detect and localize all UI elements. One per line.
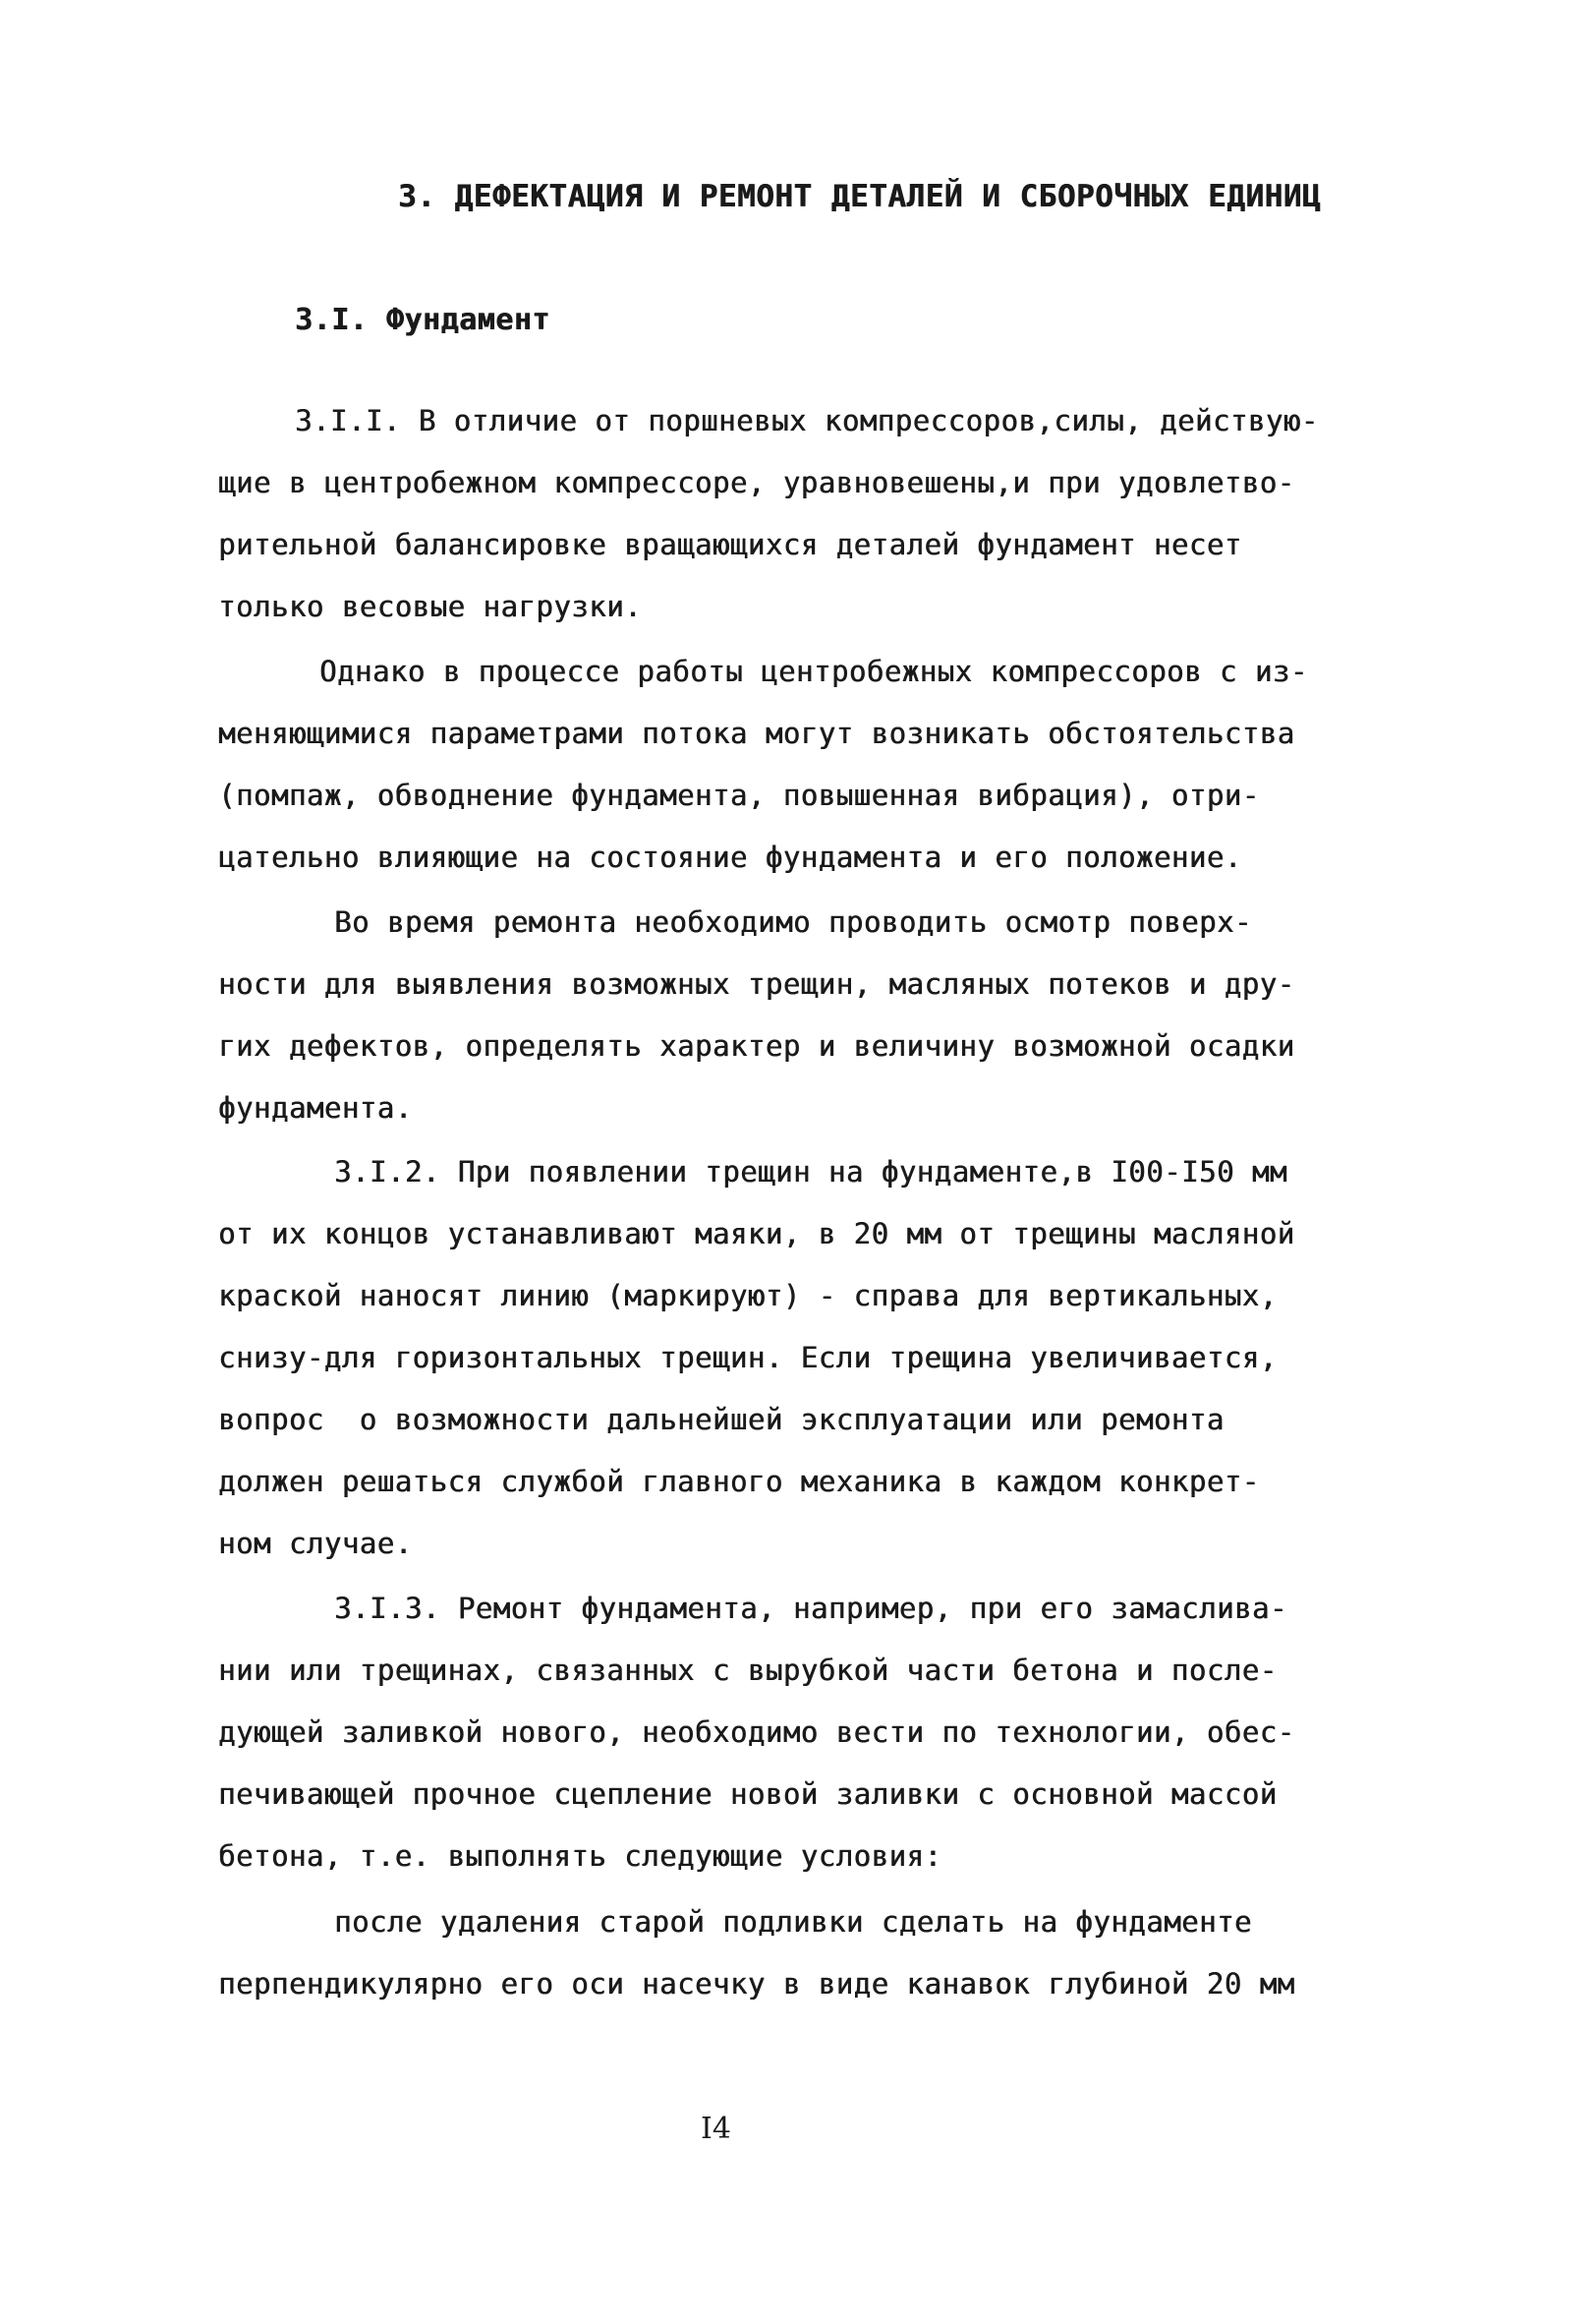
text-line: гих дефектов, определять характер и величину возможной осадки [218, 1029, 1295, 1063]
text-line: Во время ремонта необходимо проводить осмотр поверх- [334, 905, 1252, 939]
text-line: 3.I.2. При появлении трещин на фундаменте,в I00-I50 мм [334, 1155, 1287, 1189]
text-line: ности для выявления возможных трещин, масляных потеков и дру- [218, 967, 1295, 1001]
text-line: должен решаться службой главного механика в каждом конкрет- [218, 1465, 1260, 1498]
text-line: только весовые нагрузки. [218, 590, 643, 623]
text-line: краской наносят линию (маркируют) - справа для вертикальных, [218, 1279, 1278, 1312]
text-line: ном случае. [218, 1527, 413, 1560]
page-number: I4 [701, 2112, 731, 2146]
text-line: после удаления старой подливки сделать на фундаменте [334, 1905, 1252, 1939]
text-line: нии или трещинах, связанных с вырубкой части бетона и после- [218, 1654, 1278, 1687]
text-line: бетона, т.е. выполнять следующие условия: [218, 1839, 942, 1873]
text-line: (помпаж, обводнение фундамента, повышенная вибрация), отри- [218, 779, 1260, 812]
text-line: меняющимися параметрами потока могут возникать обстоятельства [218, 717, 1295, 750]
text-line: перпендикулярно его оси насечку в виде канавок глубиной 20 мм [218, 1967, 1295, 2001]
section-heading: 3.I. Фундамент [295, 303, 550, 337]
text-line: рительной балансировке вращающихся деталей фундамент несет [218, 528, 1242, 561]
text-line: печивающей прочное сцепление новой заливки с основной массой [218, 1777, 1278, 1811]
text-line: вопрос о возможности дальнейшей эксплуатации или ремонта [218, 1403, 1225, 1436]
text-line: фундамента. [218, 1091, 413, 1125]
text-line: 3.I.3. Ремонт фундамента, например, при его замасливa- [334, 1592, 1287, 1625]
text-line: снизу-для горизонтальных трещин. Если трещина увеличивается, [218, 1341, 1278, 1374]
text-line: от их концов устанавливают маяки, в 20 мм от трещины масляной [218, 1217, 1295, 1250]
text-line: 3.I.I. В отличие от поршневых компрессоров,силы, действую- [295, 404, 1319, 437]
text-line: щие в центробежном компрессоре, уравновешены,и при удовлетво- [218, 466, 1295, 499]
text-line: дующей заливкой нового, необходимо вести по технологии, обес- [218, 1715, 1295, 1749]
text-line: Однако в процессе работы центробежных компрессоров с из- [319, 655, 1308, 688]
chapter-title: 3. ДЕФЕКТАЦИЯ И РЕМОНТ ДЕТАЛЕЙ И СБОРОЧНЫХ ЕДИНИЦ [398, 179, 1322, 214]
text-line: цательно влияющие на состояние фундамента и его положение. [218, 841, 1242, 874]
